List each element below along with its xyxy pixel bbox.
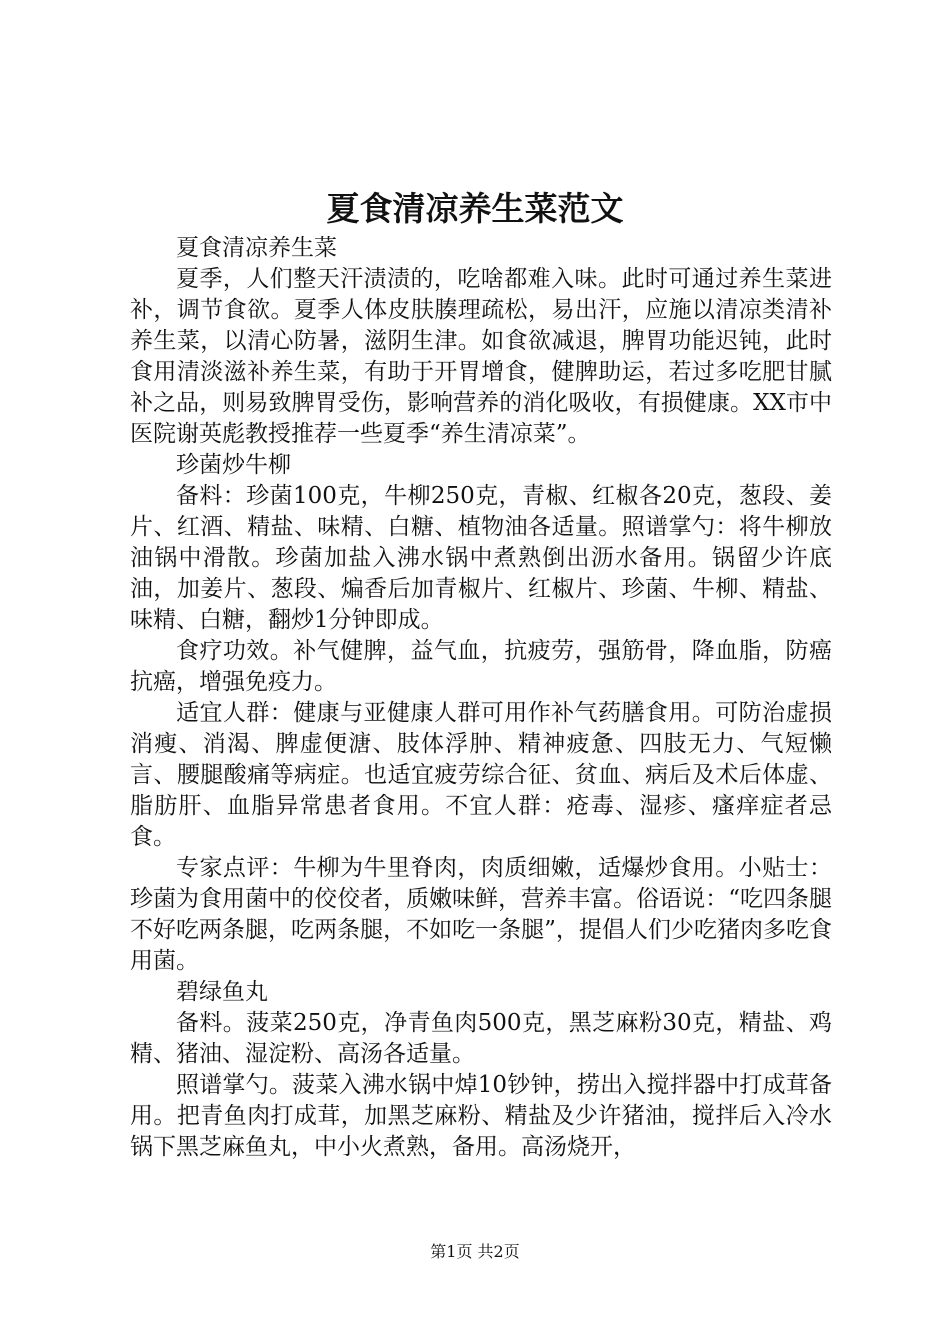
- paragraph-suitable-people: 适宜人群：健康与亚健康人群可用作补气药膳食用。可防治虚损消瘦、消渴、脾虚便溏、肢体浮肿、精神疲惫、四肢无力、气短懒言、腰腿酸痛等病症。也适宜疲劳综合征、贫血、病后及术后体虚、脂肪肝、血脂异常患者食用。不宜人群：疮毒、湿疹、瘙痒症者忌食。: [130, 700, 832, 850]
- paragraph-intro: 夏季，人们整天汗渍渍的，吃啥都难入味。此时可通过养生菜进补，调节食欲。夏季人体皮肤腠理疏松，易出汗，应施以清凉类清补养生菜，以清心防暑，滋阴生津。如食欲减退，脾胃功能迟钝，此时食用清淡滋补养生菜，有助于开胃增食，健脾助运，若过多吃肥甘腻补之品，则易致脾胃受伤，影响营养的消化吸收，有损健康。XX市中医院谢英彪教授推荐一些夏季“养生清凉菜”。: [130, 266, 832, 447]
- page-number: 第1页 共2页: [430, 1242, 520, 1261]
- paragraph-expert-comment: 专家点评：牛柳为牛里脊肉，肉质细嫩，适爆炒食用。小贴士：珍菌为食用菌中的佼佼者，质嫩味鲜，营养丰富。俗语说：“吃四条腿不好吃两条腿，吃两条腿，不如吃一条腿”，提倡人们少吃猪肉多吃食用菌。: [130, 855, 832, 974]
- paragraph-efficacy: 食疗功效。补气健脾，益气血，抗疲劳，强筋骨，降血脂，防癌抗癌，增强免疫力。: [130, 638, 832, 695]
- paragraph-subtitle: 夏食清凉养生菜: [176, 235, 337, 261]
- paragraph-method-fishball: 照谱掌勺。菠菜入沸水锅中焯10钞钟，捞出入搅拌器中打成茸备用。把青鱼肉打成茸，加黑芝麻粉、精盐及少许猪油，搅拌后入冷水锅下黑芝麻鱼丸，中小火煮熟，备用。高汤烧开，: [130, 1072, 832, 1160]
- recipe-heading-beef: 珍菌炒牛柳: [176, 452, 291, 478]
- paragraph-ingredients-beef: 备料：珍菌100克，牛柳250克，青椒、红椒各20克，葱段、姜片、红酒、精盐、味精、白糖、植物油各适量。照谱掌勺：将牛柳放油锅中滑散。珍菌加盐入沸水锅中煮熟倒出沥水备用。锅留少许底油，加姜片、葱段、煸香后加青椒片、红椒片、珍菌、牛柳、精盐、味精、白糖，翻炒1分钟即成。: [130, 483, 832, 633]
- paragraph-ingredients-fishball: 备料。菠菜250克，净青鱼肉500克，黑芝麻粉30克，精盐、鸡精、猪油、湿淀粉、高汤各适量。: [130, 1010, 832, 1067]
- recipe-heading-fishball: 碧绿鱼丸: [176, 979, 268, 1005]
- document-title: 夏食清凉养生菜范文: [326, 189, 624, 228]
- document-body: [130, 233, 832, 1163]
